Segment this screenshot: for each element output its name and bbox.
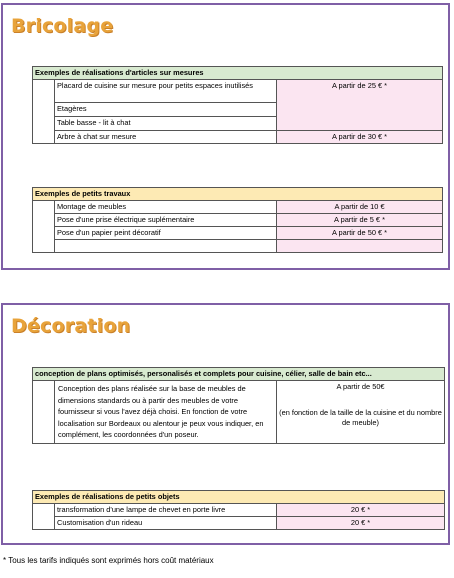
table-row [33, 131, 443, 144]
table-margin [33, 201, 55, 253]
plans-table [32, 367, 445, 444]
decoration-panel [1, 303, 450, 545]
item-cell: Arbre à chat sur mesure [55, 131, 277, 144]
price-cell: A partir de 25 € * [277, 80, 443, 131]
price-cell: 20 € * [277, 517, 445, 530]
bricolage-panel [1, 3, 450, 270]
section-title: Bricolage [11, 15, 114, 37]
footnote: * Tous les tarifs indiqués sont exprimés hors coût matériaux [3, 556, 214, 565]
table-row [33, 381, 445, 444]
item-cell: Table basse - lit à chat [55, 117, 277, 131]
price-cell: 20 € * [277, 504, 445, 517]
table-row [33, 201, 443, 214]
table-row [33, 517, 445, 530]
price-cell: A partir de 5 € * [277, 214, 443, 227]
table-header: Exemples de réalisations d'articles sur mesures [33, 67, 443, 80]
table-margin [33, 504, 55, 530]
table-margin [33, 381, 55, 444]
table-header-row [33, 368, 445, 381]
item-cell: Montage de meubles [55, 201, 277, 214]
price-cell [277, 381, 445, 444]
section-title: Décoration [11, 315, 131, 337]
item-cell: transformation d'une lampe de chevet en porte livre [55, 504, 277, 517]
table-row [33, 80, 443, 103]
item-cell [55, 240, 277, 253]
small-works-table [32, 187, 443, 253]
item-cell: Etagères [55, 103, 277, 117]
price-cell [277, 240, 443, 253]
small-objects-table [32, 490, 445, 530]
table-row [33, 227, 443, 240]
description-cell: Conception des plans réalisée sur la base de meubles de dimensions standards ou à partir des meubles de votre fournisseur si vous l'avez déjà choisi. En fonction de votre localisation sur Bordeaux ou alentour je peux vous indiquer, en complément, les coordonnées d'un poseur. [55, 381, 277, 444]
table-header: Exemples de petits travaux [33, 188, 443, 201]
price-note: (en fonction de la taille de la cuisine et du nombre de meuble) [279, 408, 442, 427]
table-header-row [33, 67, 443, 80]
table-header-row [33, 491, 445, 504]
price-cell: A partir de 30 € * [277, 131, 443, 144]
price-label: A partir de 50€ [336, 382, 385, 391]
table-row [33, 214, 443, 227]
custom-articles-table [32, 66, 443, 144]
price-cell: A partir de 10 € [277, 201, 443, 214]
table-header-row [33, 188, 443, 201]
item-cell: Pose d'une prise électrique suplémentaire [55, 214, 277, 227]
item-cell: Customisation d'un rideau [55, 517, 277, 530]
table-row [33, 504, 445, 517]
price-cell: A partir de 50 € * [277, 227, 443, 240]
table-margin [33, 80, 55, 144]
table-header: conception de plans optimisés, personalisés et complets pour cuisine, célier, salle de bain etc... [33, 368, 445, 381]
table-row [33, 240, 443, 253]
item-cell: Placard de cuisine sur mesure pour petits espaces inutilisés [55, 80, 277, 103]
item-cell: Pose d'un papier peint décoratif [55, 227, 277, 240]
table-header: Exemples de réalisations de petits objets [33, 491, 445, 504]
